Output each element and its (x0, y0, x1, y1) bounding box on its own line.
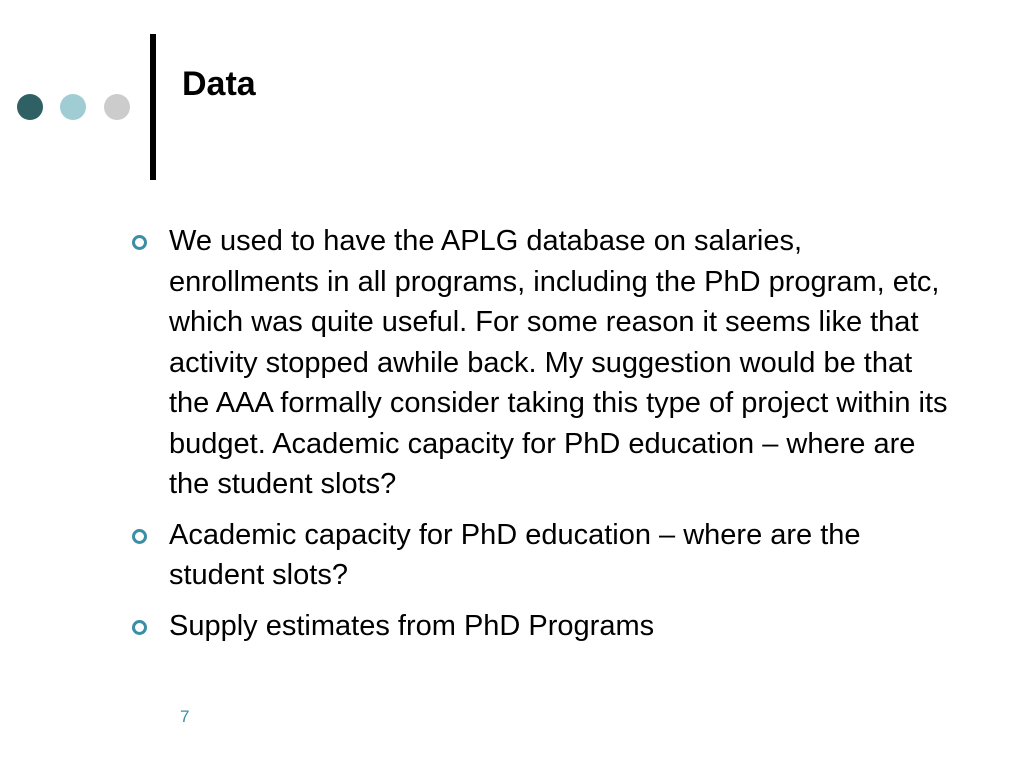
bullet-text: Supply estimates from PhD Programs (169, 609, 655, 642)
decor-dot-light-teal (60, 94, 86, 120)
page-number: 7 (180, 707, 190, 726)
bullet-ring-icon (132, 529, 147, 544)
decor-dot-dark (17, 94, 43, 120)
bullet-list (130, 221, 950, 656)
bullet-item-2 (130, 515, 950, 596)
bullet-item-1 (130, 221, 950, 505)
decor-dot-gray (104, 94, 130, 120)
title-divider (150, 34, 156, 180)
bullet-text: We used to have the APLG database on salaries, enrollments in all programs, including the PhD program, etc, which was quite useful. For some reason it seems like that activity stopped awhile back. My suggestion would be that the AAA formally consider taking this type of project within its budget. Academic capacity for PhD education – where are the student slots? (169, 225, 948, 500)
bullet-text: Academic capacity for PhD education – where are the student slots? (169, 518, 861, 591)
bullet-ring-icon (132, 235, 147, 250)
slide-title: Data (182, 65, 256, 103)
bullet-ring-icon (132, 620, 147, 635)
bullet-item-3 (130, 606, 950, 647)
